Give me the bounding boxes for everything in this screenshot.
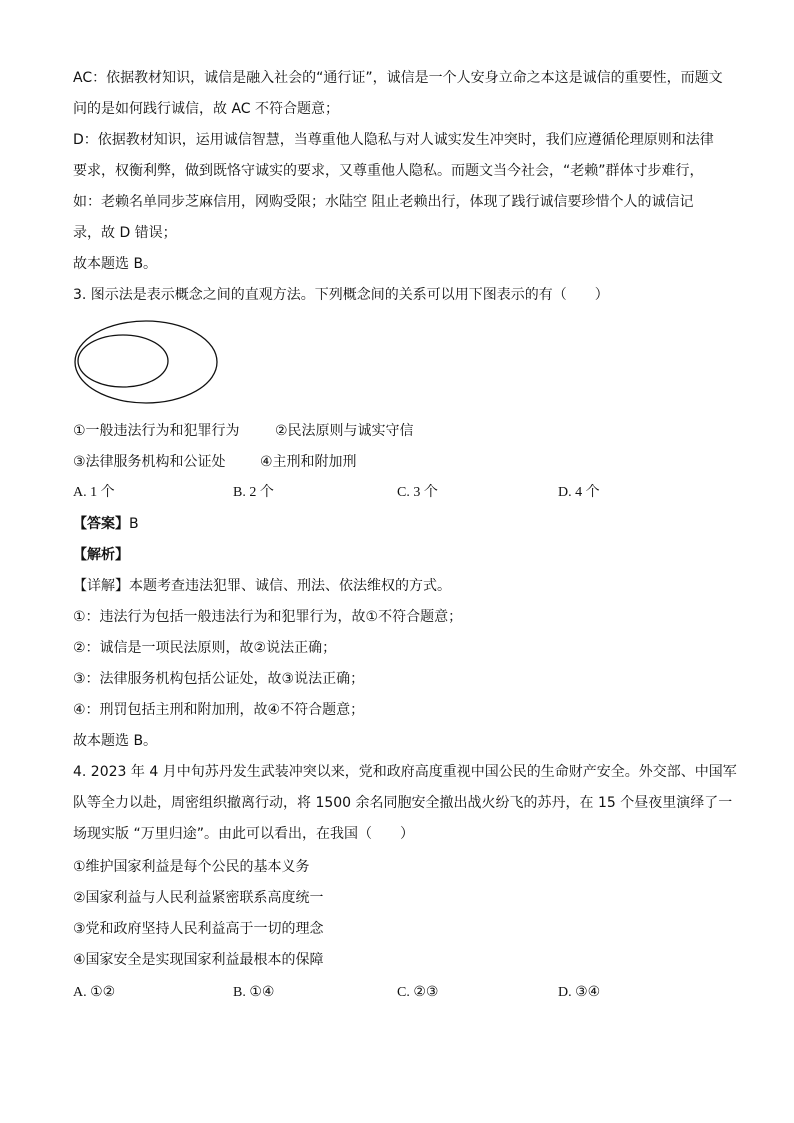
prev-analysis-line-4: 要求，权衡利弊，做到既恪守诚实的要求，又尊重他人隐私。而题文当今社会，“老赖”群体寸步难行， xyxy=(73,163,704,179)
q4-option-d: D. ③④ xyxy=(558,985,601,1000)
q4-option-a: A. ①② xyxy=(73,985,116,1000)
q3-item-3: ③法律服务机构和公证处 xyxy=(73,454,226,470)
prev-analysis-line-6: 录，故 D 错误； xyxy=(73,225,177,241)
q3-option-a: A. 1 个 xyxy=(73,485,115,500)
q3-analysis-2: ②：诚信是一项民法原则，故②说法正确； xyxy=(73,640,337,656)
prev-analysis-conclusion: 故本题选 B。 xyxy=(73,256,158,272)
q3-stem: 3. 图示法是表示概念之间的直观方法。下列概念间的关系可以用下图表示的有（ ） xyxy=(73,287,609,303)
prev-analysis-line-5: 如：老赖名单同步芝麻信用，网购受限；水陆空 阻止老赖出行，体现了践行诚信要珍惜个人的诚信记 xyxy=(73,194,694,210)
q3-answer xyxy=(73,514,139,534)
detail-tag: 【详解】 xyxy=(73,578,129,594)
analysis-tag: 【解析】 xyxy=(73,547,129,563)
q3-conclusion: 故本题选 B。 xyxy=(73,733,158,749)
answer-value: B xyxy=(129,516,139,532)
q3-option-d: D. 4 个 xyxy=(558,485,600,500)
q3-option-b: B. 2 个 xyxy=(233,485,274,500)
q3-analysis-heading xyxy=(73,545,129,565)
q3-option-c: C. 3 个 xyxy=(397,485,438,500)
q3-analysis-3: ③：法律服务机构包括公证处，故③说法正确； xyxy=(73,671,365,687)
answer-tag: 【答案】 xyxy=(73,516,129,532)
prev-analysis-line-1: AC：依据教材知识，诚信是融入社会的“通行证”，诚信是一个人安身立命之本这是诚信的重要性，而题文 xyxy=(73,70,723,86)
venn-inner-ellipse xyxy=(78,335,168,387)
q3-analysis-1: ①：违法行为包括一般违法行为和犯罪行为，故①不符合题意； xyxy=(73,609,463,625)
venn-diagram xyxy=(73,318,223,406)
q4-statement-4: ④国家安全是实现国家利益最根本的保障 xyxy=(73,952,324,968)
q4-statement-2: ②国家利益与人民利益紧密联系高度统一 xyxy=(73,890,324,906)
prev-analysis-line-3: D：依据教材知识，运用诚信智慧，当尊重他人隐私与对人诚实发生冲突时，我们应遵循伦理原则和法律 xyxy=(73,132,714,148)
prev-analysis-line-2: 问的是如何践行诚信，故 AC 不符合题意； xyxy=(73,101,340,117)
q4-stem-line-1: 4. 2023 年 4 月中旬苏丹发生武装冲突以来，党和政府高度重视中国公民的生命财产安全。外交部、中国军 xyxy=(73,764,737,780)
venn-outer-ellipse xyxy=(75,321,217,403)
q4-stem-line-2: 队等全力以赴，周密组织撤离行动，将 1500 余名同胞安全撤出战火纷飞的苏丹，在 15 个昼夜里演绎了一 xyxy=(73,795,733,811)
detail-text: 本题考查违法犯罪、诚信、刑法、依法维权的方式。 xyxy=(129,578,451,594)
q4-option-c: C. ②③ xyxy=(397,985,439,1000)
q3-detail xyxy=(73,576,451,596)
q4-statement-3: ③党和政府坚持人民利益高于一切的理念 xyxy=(73,921,324,937)
q3-item-1: ①一般违法行为和犯罪行为 xyxy=(73,423,240,439)
q4-stem-line-3: 场现实版 “万里归途”。由此可以看出，在我国（ ） xyxy=(73,826,414,842)
q4-option-b: B. ①④ xyxy=(233,985,275,1000)
q3-analysis-4: ④：刑罚包括主刑和附加刑，故④不符合题意； xyxy=(73,702,365,718)
q4-statement-1: ①维护国家利益是每个公民的基本义务 xyxy=(73,859,310,875)
q3-item-4: ④主刑和附加刑 xyxy=(260,454,357,470)
q3-item-2: ②民法原则与诚实守信 xyxy=(275,423,414,439)
